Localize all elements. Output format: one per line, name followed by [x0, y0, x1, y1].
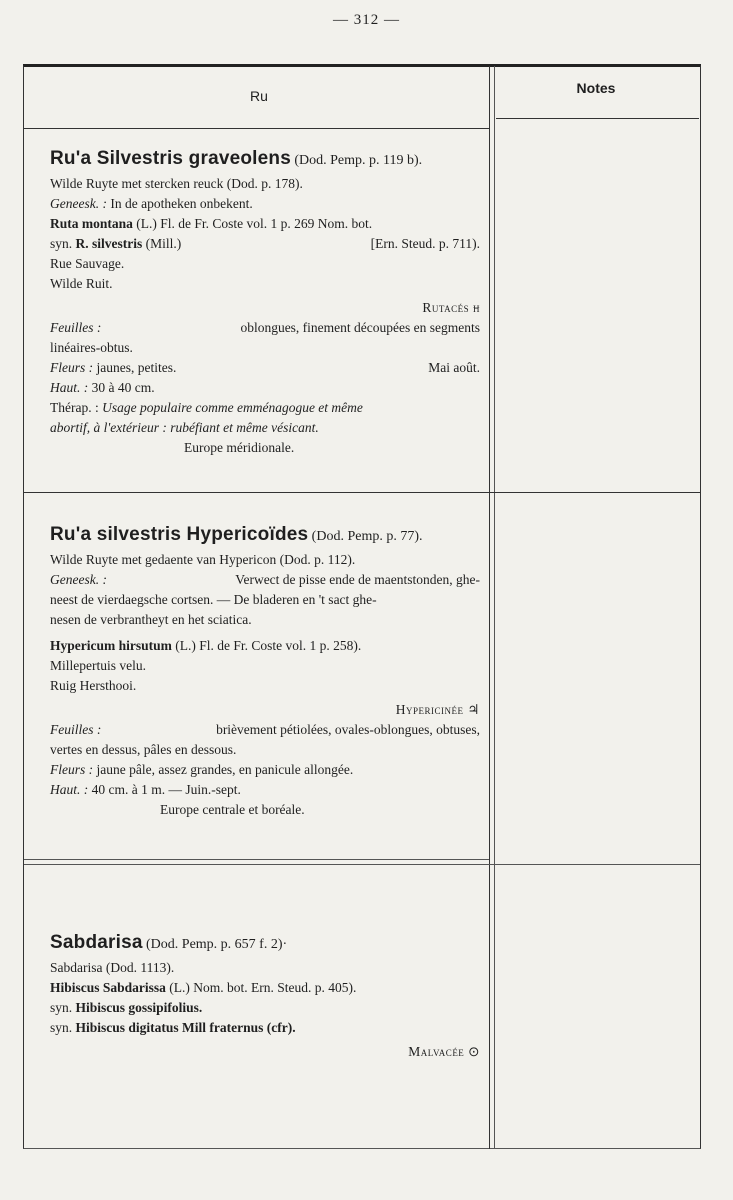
- entry-title: Ru'a Silvestris graveolens: [50, 148, 291, 169]
- region: Europe centrale et boréale.: [160, 802, 305, 817]
- syn-name: R. silvestris: [75, 236, 143, 251]
- common-name-fr: Rue Sauvage.: [50, 256, 125, 271]
- entry-divider-2: [24, 859, 489, 860]
- therap-text: Usage populaire comme emménagogue et même: [102, 400, 363, 415]
- header-rule: [24, 128, 489, 129]
- column-header-notes: Notes: [576, 80, 616, 96]
- therap-text-cont: abortif, à l'extérieur : rubéfiant et même vésicant.: [50, 420, 319, 435]
- fleurs-label: Fleurs :: [50, 360, 94, 375]
- fleurs-text: jaunes, petites.: [96, 360, 177, 375]
- geneesk-label: Geneesk. :: [50, 196, 107, 211]
- page-number: — 312 —: [333, 12, 400, 28]
- therap-label: Thérap. :: [50, 400, 99, 415]
- column-divider: [489, 66, 490, 1149]
- syn-author: (Mill.): [145, 236, 182, 251]
- scientific-ref: (L.) Fl. de Fr. Coste vol. 1 p. 269 Nom. bot.: [136, 216, 373, 231]
- feuilles-text: brièvement pétiolées, ovales-oblongues, obtuses,: [216, 722, 480, 737]
- feuilles-text-cont: linéaires-obtus.: [50, 340, 133, 355]
- syn-name: Hibiscus gossipifolius.: [75, 1000, 203, 1015]
- entry-line: Wilde Ruyte met gedaente van Hypericon (Dod. p. 112).: [50, 552, 356, 567]
- entry-title-ref: (Dod. Pemp. p. 77).: [311, 529, 423, 544]
- feuilles-label: Feuilles :: [50, 722, 102, 737]
- entry-ruta-hypericoides: [50, 522, 480, 820]
- entry-ruta-graveolens: [50, 146, 480, 458]
- common-name-nl: Wilde Ruit.: [50, 276, 113, 291]
- haut-text: 40 cm. à 1 m. — Juin.-sept.: [91, 782, 241, 797]
- haut-text: 30 à 40 cm.: [91, 380, 155, 395]
- common-name-nl: Ruig Hersthooi.: [50, 678, 137, 693]
- fleurs-text: jaune pâle, assez grandes, en panicule allongée.: [96, 762, 354, 777]
- feuilles-label: Feuilles :: [50, 320, 102, 335]
- geneesk-text: In de apotheken onbekent.: [110, 196, 253, 211]
- syn-prefix: syn.: [50, 1020, 73, 1035]
- scientific-ref: (L.) Fl. de Fr. Coste vol. 1 p. 258).: [175, 638, 362, 653]
- family-label: Malvacée ⊙: [408, 1044, 480, 1059]
- column-divider-inner: [494, 66, 495, 1149]
- notes-header-rule: [496, 118, 699, 119]
- haut-label: Haut. :: [50, 782, 89, 797]
- syn-prefix: syn.: [50, 236, 73, 251]
- entry-divider-1: [24, 492, 700, 493]
- geneesk-text-cont: neest de vierdaegsche cortsen. — De bladeren en 't sact ghe-: [50, 592, 377, 607]
- fleurs-label: Fleurs :: [50, 762, 94, 777]
- geneesk-label: Geneesk. :: [50, 572, 107, 587]
- scientific-ref: (L.) Nom. bot. Ern. Steud. p. 405).: [169, 980, 357, 995]
- geneesk-text: Verwect de pisse ende de maentstonden, ghe-: [235, 572, 480, 587]
- scientific-name: Hibiscus Sabdarissa: [50, 980, 166, 995]
- fleurs-time: Mai août.: [428, 360, 480, 375]
- entry-divider-2b: [24, 864, 700, 865]
- syn-ref: [Ern. Steud. p. 711).: [370, 236, 480, 251]
- scientific-name: Hypericum hirsutum: [50, 638, 172, 653]
- scientific-name: Ruta montana: [50, 216, 133, 231]
- feuilles-text: oblongues, finement découpées en segments: [240, 320, 480, 335]
- entry-line: Wilde Ruyte met stercken reuck (Dod. p. 178).: [50, 176, 303, 191]
- entry-sabdarisa: [50, 930, 480, 1062]
- entry-title-ref: (Dod. Pemp. p. 119 b).: [294, 153, 423, 168]
- entry-title-ref: (Dod. Pemp. p. 657 f. 2)·: [146, 937, 288, 952]
- syn-prefix: syn.: [50, 1000, 73, 1015]
- family-label: Hypericinée ♃: [395, 702, 480, 717]
- column-header-ru: Ru: [250, 88, 268, 104]
- feuilles-text-cont: vertes en dessus, pâles en dessous.: [50, 742, 237, 757]
- entry-title: Sabdarisa: [50, 932, 143, 953]
- region: Europe méridionale.: [184, 440, 295, 455]
- entry-line: Sabdarisa (Dod. 1113).: [50, 960, 175, 975]
- entry-title: Ru'a silvestris Hypericoïdes: [50, 524, 309, 545]
- syn-name: Hibiscus digitatus Mill fraternus (cfr).: [75, 1020, 296, 1035]
- geneesk-text-cont2: nesen de verbrantheyt en het sciatica.: [50, 612, 252, 627]
- family-label: Rutacés ħ: [422, 300, 480, 315]
- common-name-fr: Millepertuis velu.: [50, 658, 146, 673]
- haut-label: Haut. :: [50, 380, 89, 395]
